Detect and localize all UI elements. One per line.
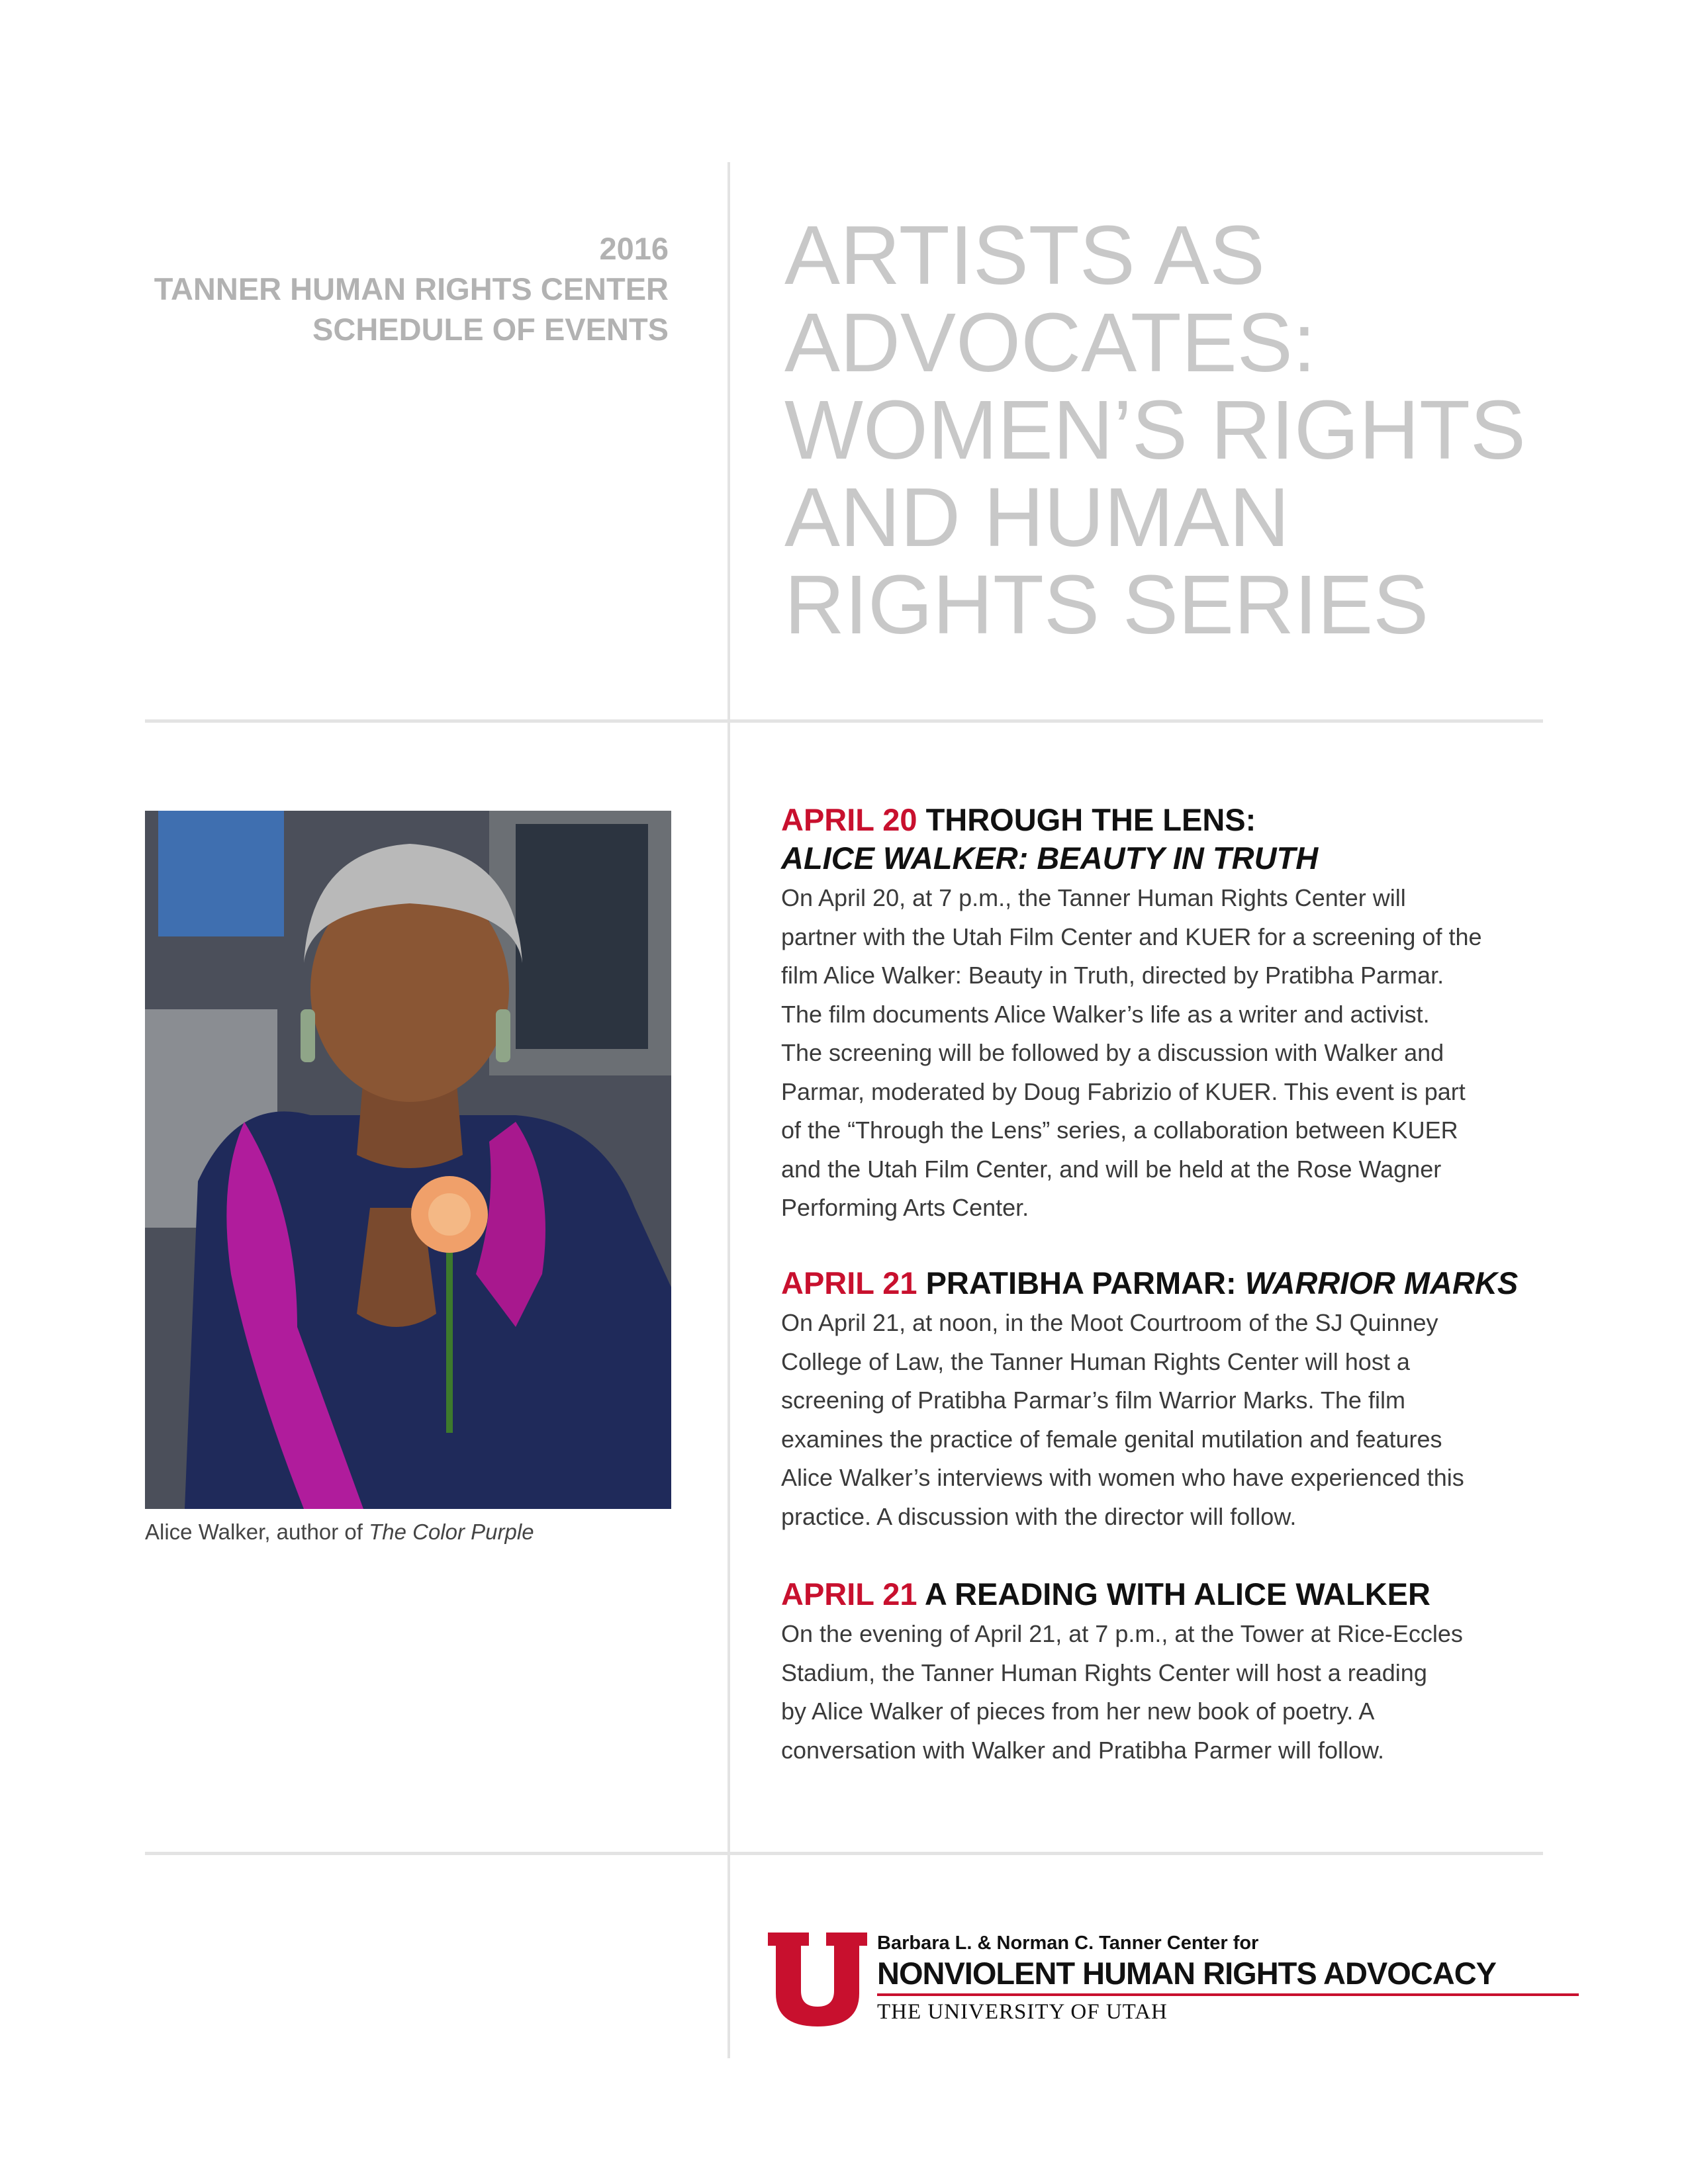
event-heading — [781, 1575, 1549, 1614]
schedule-block — [154, 228, 669, 349]
event-body-line: by Alice Walker of pieces from her new book of poetry. A — [781, 1698, 1375, 1725]
horizontal-divider-bottom — [145, 1852, 1543, 1855]
event-body-line: conversation with Walker and Pratibha Parmer will follow. — [781, 1736, 1385, 1764]
schedule-org: TANNER HUMAN RIGHTS CENTER — [154, 271, 669, 306]
event-title: A READING WITH ALICE WALKER — [924, 1576, 1430, 1612]
event-heading — [781, 1264, 1549, 1302]
event-body-line: The film documents Alice Walker’s life as a writer and activist. — [781, 1000, 1430, 1028]
event-heading — [781, 801, 1549, 839]
portrait-photo — [145, 811, 671, 1509]
event-body-line: Parmar, moderated by Doug Fabrizio of KUER. This event is part — [781, 1077, 1466, 1105]
event-body-line: of the “Through the Lens” series, a collaboration between KUER — [781, 1116, 1458, 1144]
event-date: APRIL 21 — [781, 1265, 917, 1300]
event-body-line: film Alice Walker: Beauty in Truth, directed by Pratibha Parmar. — [781, 962, 1444, 989]
headline-line: ARTISTS AS — [784, 208, 1265, 302]
logo-center-name: Barbara L. & Norman C. Tanner Center for — [877, 1933, 1259, 1954]
event-body-line: practice. A discussion with the director will follow. — [781, 1502, 1297, 1530]
headline-line: AND HUMAN — [784, 471, 1290, 564]
university-logo — [768, 1933, 1549, 2038]
event-april-21-reading — [781, 1575, 1549, 1770]
event-body-line: On April 21, at noon, in the Moot Courtroom of the SJ Quinney — [781, 1309, 1438, 1336]
headline-line: ADVOCATES: — [784, 296, 1316, 389]
photo-caption — [145, 1520, 534, 1545]
schedule-label: SCHEDULE OF EVENTS — [312, 312, 669, 347]
portrait-illustration — [145, 811, 671, 1509]
event-april-20 — [781, 801, 1549, 1228]
event-date: APRIL 20 — [781, 802, 917, 837]
event-description — [781, 1304, 1549, 1536]
event-date: APRIL 21 — [781, 1576, 917, 1612]
vertical-divider-bottom — [727, 1942, 730, 2058]
caption-book-title: The Color Purple — [369, 1520, 534, 1544]
page-title — [784, 208, 1579, 651]
caption-text: Alice Walker, author of — [145, 1520, 369, 1544]
event-body-line: Performing Arts Center. — [781, 1194, 1029, 1221]
horizontal-divider-top — [145, 719, 1543, 723]
event-body-line: On April 20, at 7 p.m., the Tanner Human Rights Center will — [781, 884, 1406, 911]
headline-line: RIGHTS SERIES — [784, 558, 1429, 651]
logo-center-title: NONVIOLENT HUMAN RIGHTS ADVOCACY — [877, 1956, 1496, 1991]
event-body-line: and the Utah Film Center, and will be held at the Rose Wagner — [781, 1155, 1442, 1183]
event-title-film: WARRIOR MARKS — [1244, 1265, 1519, 1300]
event-subtitle: ALICE WALKER: BEAUTY IN TRUTH — [781, 841, 1319, 876]
logo-rule — [877, 1993, 1579, 1996]
schedule-year: 2016 — [599, 231, 669, 266]
event-april-21-screening — [781, 1264, 1549, 1536]
event-title: PRATIBHA PARMAR: — [925, 1265, 1237, 1300]
event-body-line: partner with the Utah Film Center and KUER for a screening of the — [781, 923, 1482, 950]
event-body-line: examines the practice of female genital mutilation and features — [781, 1425, 1442, 1453]
event-body-line: College of Law, the Tanner Human Rights Center will host a — [781, 1347, 1410, 1375]
event-body-line: On the evening of April 21, at 7 p.m., at the Tower at Rice-Eccles — [781, 1620, 1463, 1647]
event-body-line: The screening will be followed by a discussion with Walker and — [781, 1039, 1444, 1066]
event-body-line: Alice Walker’s interviews with women who have experienced this — [781, 1464, 1464, 1491]
headline-line: WOMEN’S RIGHTS — [784, 383, 1526, 477]
logo-university: THE UNIVERSITY OF UTAH — [877, 2000, 1168, 2024]
event-body-line: screening of Pratibha Parmar’s film Warrior Marks. The film — [781, 1387, 1405, 1414]
vertical-divider-top — [727, 162, 730, 1942]
event-description — [781, 879, 1549, 1228]
event-body-line: Stadium, the Tanner Human Rights Center will host a reading — [781, 1659, 1427, 1686]
block-u-icon — [768, 1933, 867, 2026]
event-description — [781, 1615, 1549, 1770]
event-title: THROUGH THE LENS: — [925, 802, 1256, 837]
